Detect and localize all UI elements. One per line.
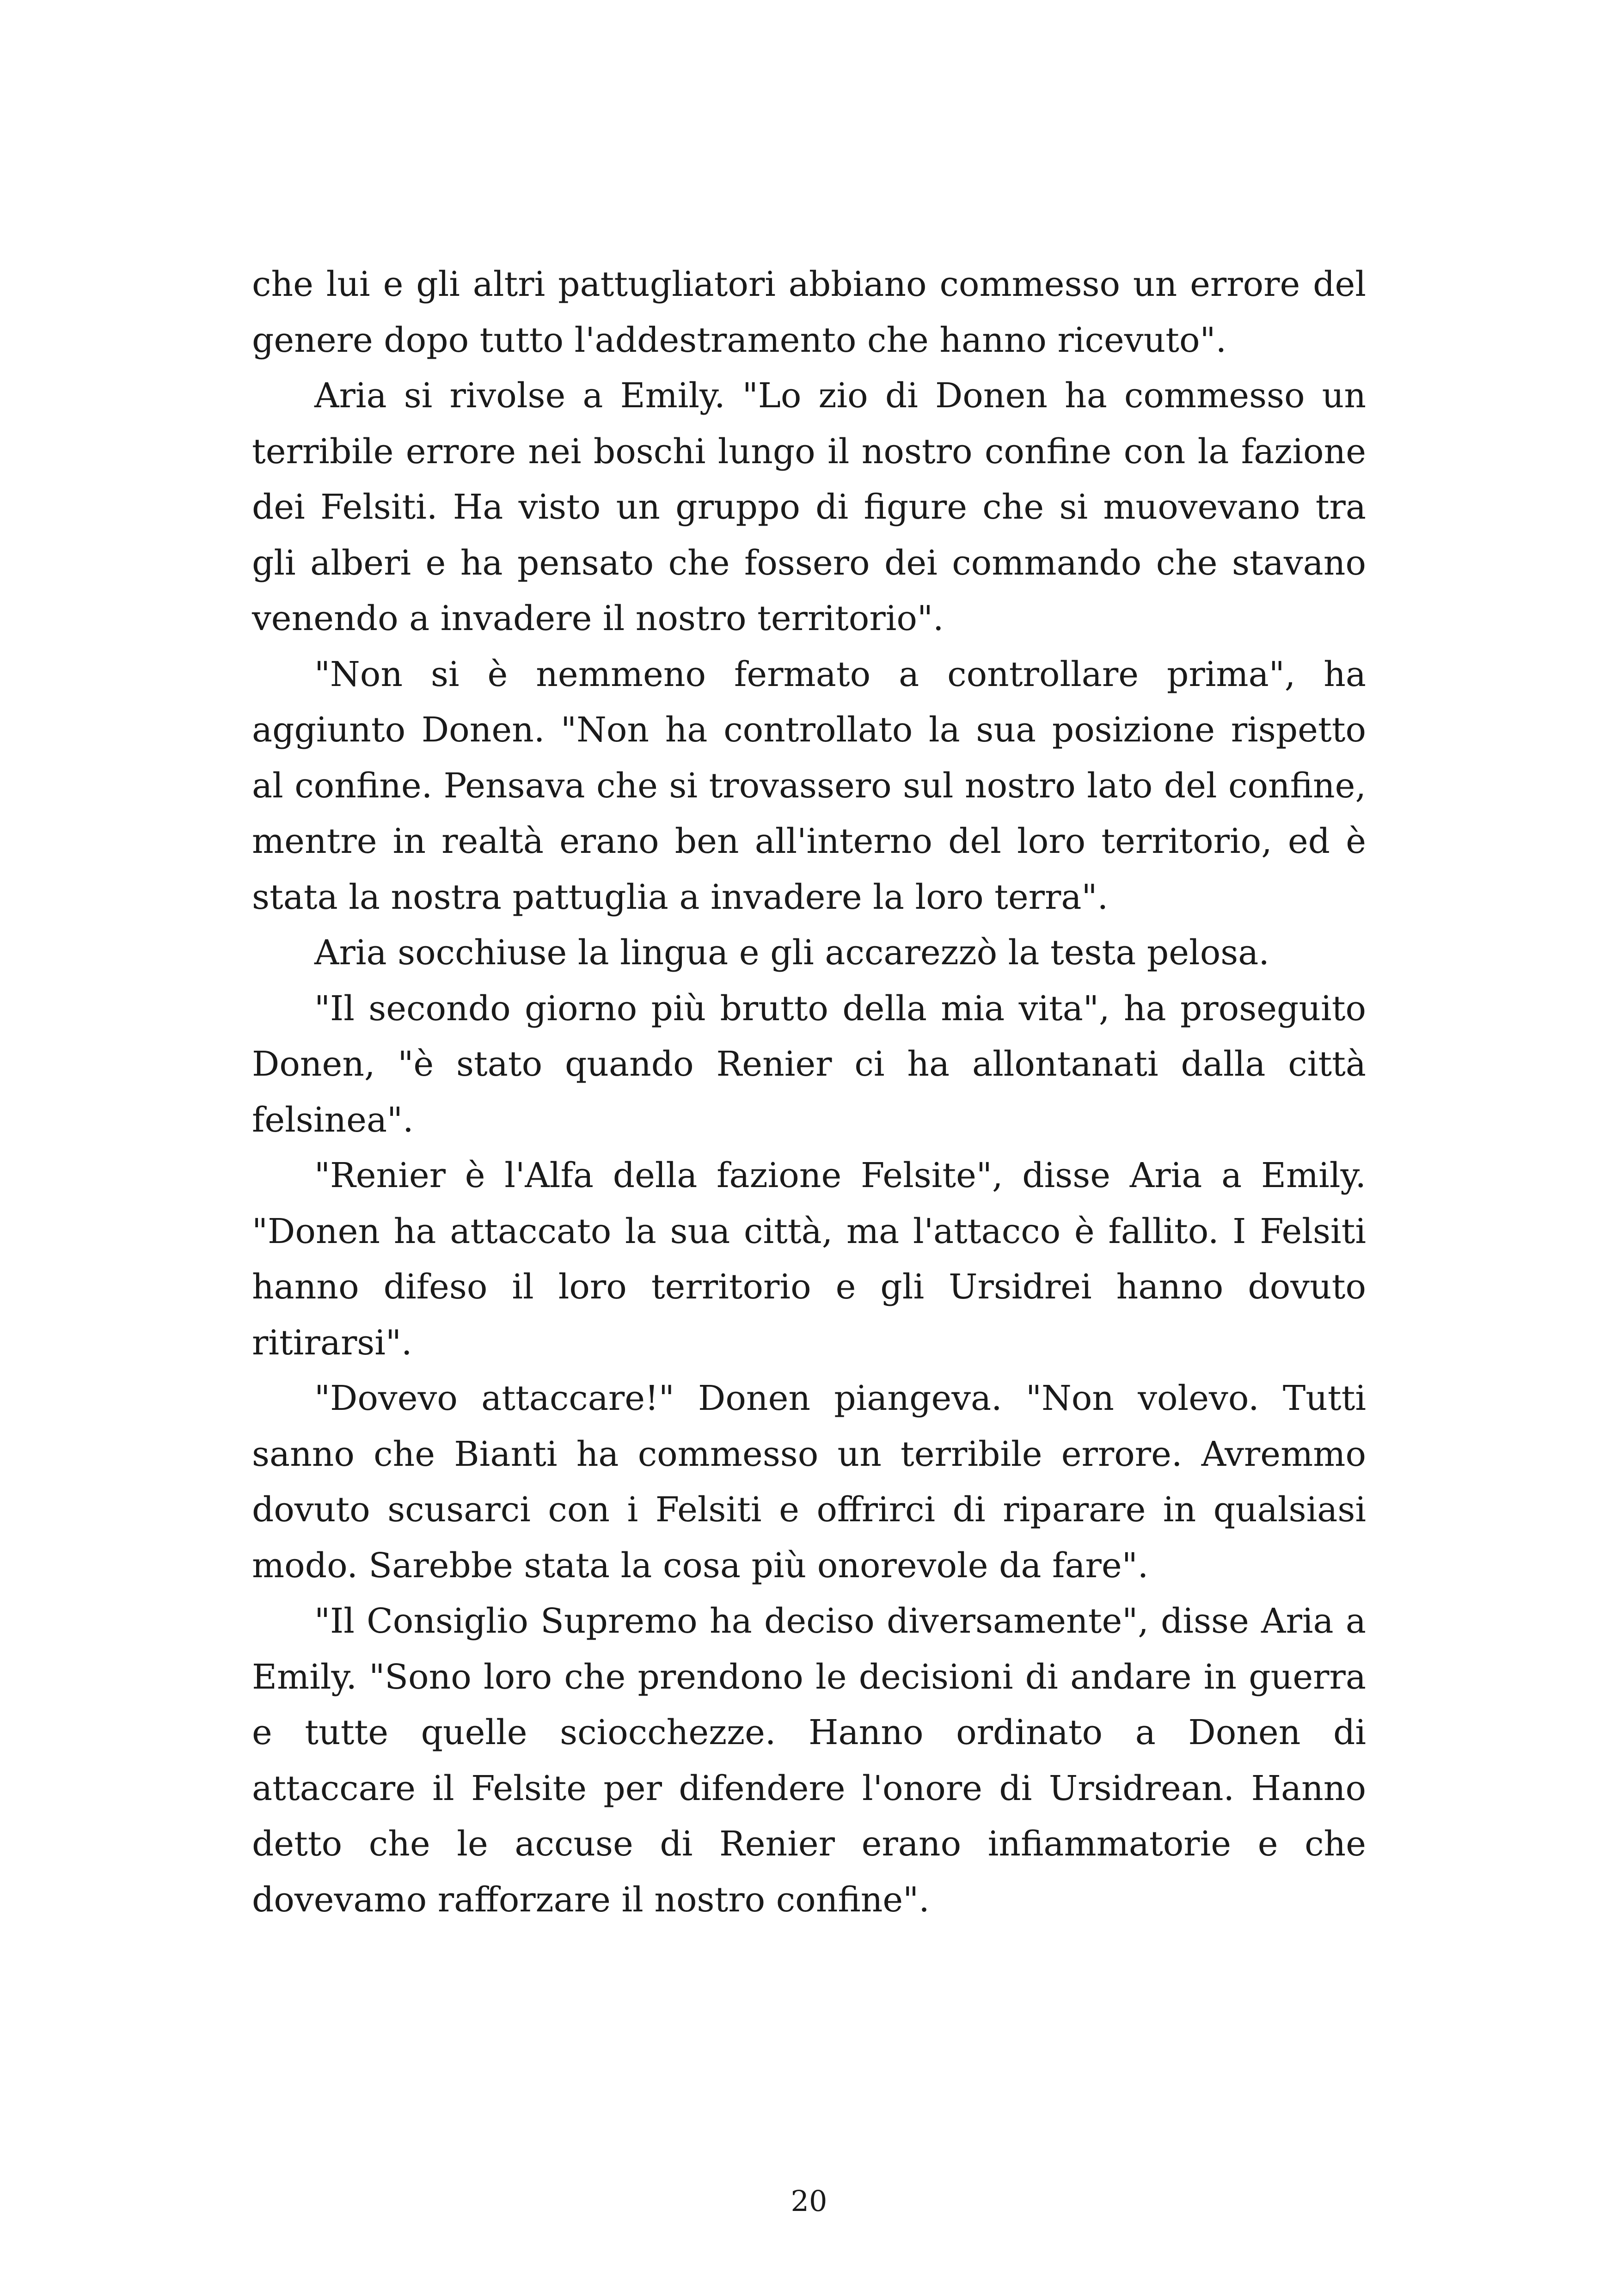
paragraph: Aria socchiuse la lingua e gli accarezzò la testa pelosa. xyxy=(314,933,1269,973)
paragraph: "Renier è l'Alfa della fazione Felsite", disse Aria a Emily. "Donen ha attaccato la sua città, ma l'attacco è fallito. I Felsiti hanno difeso il loro territorio e gli Ursidrei hanno dovuto ritirarsi". xyxy=(252,1156,1366,1363)
paragraph: "Dovevo attaccare!" Donen piangeva. "Non volevo. Tutti sanno che Bianti ha commesso un terribile errore. Avremmo dovuto scusarci con i Felsiti e offrirci di riparare in qualsiasi modo. Sarebbe stata la cosa più onorevole da fare". xyxy=(252,1378,1366,1586)
paragraph: che lui e gli altri pattugliatori abbiano commesso un errore del genere dopo tutto l'addestramento che hanno ricevuto". xyxy=(252,264,1366,360)
page-number: 20 xyxy=(791,2184,827,2218)
paragraph: "Non si è nemmeno fermato a controllare prima", ha aggiunto Donen. "Non ha controllato la sua posizione rispetto al confine. Pensava che si trovassero sul nostro lato del confine, mentre in realtà erano ben all'interno del loro territorio, ed è stata la nostra pattuglia a invadere la loro terra". xyxy=(252,654,1366,917)
paragraph: "Il secondo giorno più brutto della mia vita", ha proseguito Donen, "è stato quando Renier ci ha allontanati dalla città felsinea". xyxy=(252,988,1366,1140)
paragraph: "Il Consiglio Supremo ha deciso diversamente", disse Aria a Emily. "Sono loro che prendono le decisioni di andare in guerra e tutte quelle sciocchezze. Hanno ordinato a Donen di attaccare il Felsite per difendere l'onore di Ursidrean. Hanno detto che le accuse di Renier erano infiammatorie e che dovevamo rafforzare il nostro confine". xyxy=(252,1601,1366,1920)
paragraph: Aria si rivolse a Emily. "Lo zio di Donen ha commesso un terribile errore nei boschi lungo il nostro confine con la fazione dei Felsiti. Ha visto un gruppo di figure che si muovevano tra gli alberi e ha pensato che fossero dei commando che stavano venendo a invadere il nostro territorio". xyxy=(252,376,1366,638)
body-text xyxy=(252,257,1366,1928)
